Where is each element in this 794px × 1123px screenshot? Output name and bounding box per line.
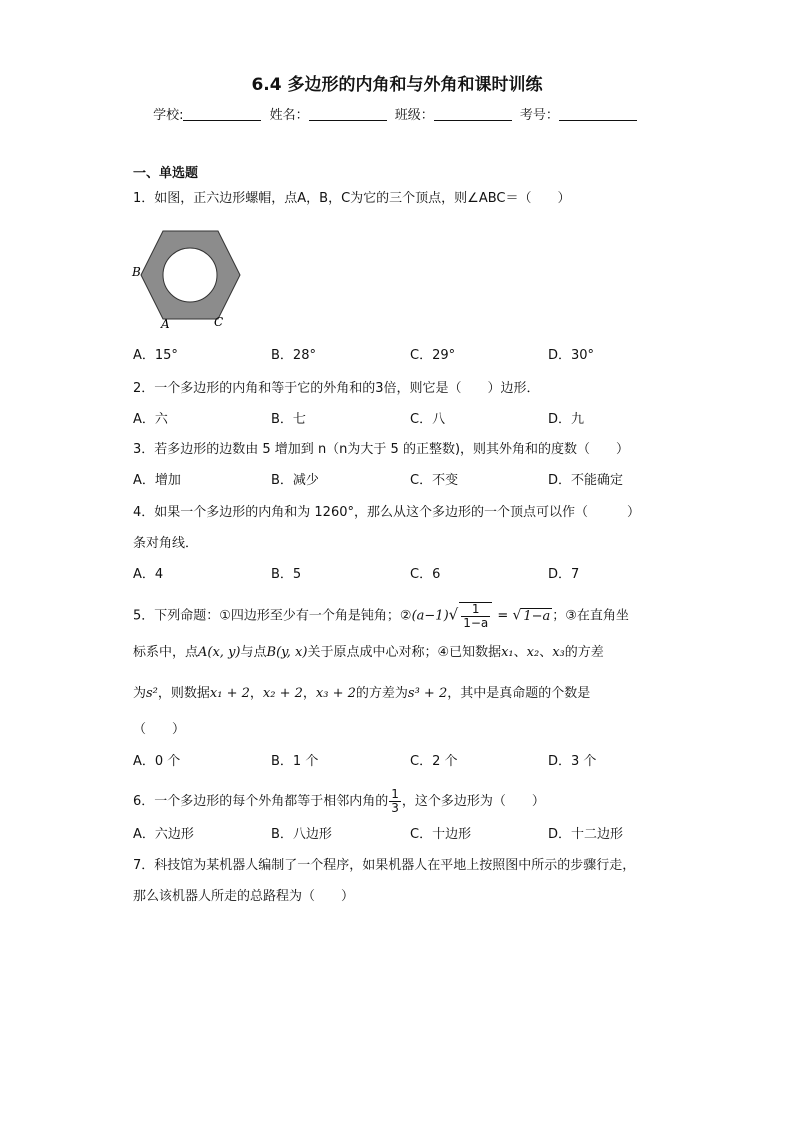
class-blank[interactable] <box>434 106 512 121</box>
question-6-options <box>133 825 673 845</box>
separator: 、 <box>539 645 553 660</box>
option-c[interactable]: C．2 个 <box>410 754 458 769</box>
data-x1-plus-2: x₁ + 2 <box>209 686 250 701</box>
question-2-text: 2．一个多边形的内角和等于它的外角和的3倍，则它是（ ）边形． <box>133 381 540 396</box>
q5-fraction-denominator: 1−a <box>463 616 489 630</box>
question-1-text: 1．如图，正六边形螺帽，点A，B，C为它的三个顶点，则∠ABC＝（ ） <box>133 191 571 206</box>
class-label: 班级： <box>394 108 434 123</box>
data-x3-plus-2: x₃ + 2 <box>315 686 356 701</box>
option-a[interactable]: A．15° <box>133 348 178 363</box>
question-5-line-1 <box>133 602 629 630</box>
option-d[interactable]: D．十二边形 <box>548 827 624 842</box>
option-c[interactable]: C．29° <box>410 348 456 363</box>
vertex-label-a: A <box>161 317 170 331</box>
option-d[interactable]: D．7 <box>548 567 580 582</box>
q5-text-part: 的方差 <box>564 645 604 660</box>
question-4-options <box>133 565 673 585</box>
q6-fraction-denominator: 3 <box>391 801 399 815</box>
separator: ， <box>249 686 263 701</box>
option-b[interactable]: B．八边形 <box>271 827 332 842</box>
q5-text-part: 5．下列命题：①四边形至少有一个角是钝角；② <box>133 608 412 624</box>
page-title: 6.4 多边形的内角和与外角和课时训练 <box>251 75 543 95</box>
point-a: A(x, y) <box>198 645 241 660</box>
option-b[interactable]: B．七 <box>271 412 306 427</box>
radical-sign-icon: √ <box>448 605 459 624</box>
data-x2: x₂ <box>526 645 540 660</box>
question-3-text: 3．若多边形的边数由 5 增加到 n（n为大于 5 的正整数)，则其外角和的度数（ ） <box>133 442 630 457</box>
option-d[interactable]: D．九 <box>548 412 585 427</box>
question-1-options <box>133 346 673 366</box>
option-a[interactable]: A．六 <box>133 412 168 427</box>
q5-text-part: ，其中是真命题的个数是 <box>447 686 591 701</box>
separator: 、 <box>513 645 527 660</box>
variance-s3-plus-2: s³ + 2 <box>407 686 448 701</box>
exam-number-label: 考号： <box>519 108 559 123</box>
q5-equals: = <box>493 608 513 624</box>
option-a[interactable]: A．增加 <box>133 473 181 488</box>
q5-text-part: 的方差为 <box>355 686 408 701</box>
hexagon-nut-figure <box>130 228 250 338</box>
name-label: 姓名： <box>269 108 309 123</box>
q5-text-part: ，则数据 <box>157 686 210 701</box>
q5-formula-left: (a−1) <box>411 608 449 624</box>
q6-fraction <box>389 788 401 815</box>
question-2-options <box>133 410 673 430</box>
q5-fraction <box>459 602 492 630</box>
data-x3: x₃ <box>552 645 565 660</box>
question-4-text-line-1: 4．如果一个多边形的内角和为 1260°，那么从这个多边形的一个顶点可以作（ ） <box>133 505 640 520</box>
data-x2-plus-2: x₂ + 2 <box>262 686 303 701</box>
question-3-options <box>133 471 673 491</box>
question-5-line-2 <box>133 643 604 663</box>
school-blank[interactable] <box>183 106 261 121</box>
variance-s2: s² <box>146 686 158 701</box>
q5-text-part: 关于原点成中心对称；④已知数据 <box>307 645 502 660</box>
option-b[interactable]: B．减少 <box>271 473 319 488</box>
data-x1: x₁ <box>501 645 514 660</box>
exam-number-blank[interactable] <box>559 106 637 121</box>
question-6-text <box>133 788 545 815</box>
option-a[interactable]: A．六边形 <box>133 827 194 842</box>
point-b: B(y, x) <box>266 645 308 660</box>
option-b[interactable]: B．1 个 <box>271 754 319 769</box>
q5-text-part: 与点 <box>240 645 267 660</box>
q5-text-part: ；③在直角坐 <box>552 608 629 624</box>
question-4-text-line-2: 条对角线． <box>133 536 199 551</box>
question-7-line-2: 那么该机器人所走的总路程为（ ） <box>133 889 355 904</box>
option-d[interactable]: D．不能确定 <box>548 473 624 488</box>
vertex-label-b: B <box>132 265 141 279</box>
q6-text-part: 6．一个多边形的每个外角都等于相邻内角的 <box>133 794 389 809</box>
q5-formula-right: 1−a <box>523 608 551 624</box>
nut-hole <box>163 248 217 302</box>
option-c[interactable]: C．不变 <box>410 473 459 488</box>
student-info-row <box>0 104 794 123</box>
section-heading: 一、单选题 <box>133 166 199 181</box>
q5-text-part: 为 <box>133 686 147 701</box>
option-c[interactable]: C．十边形 <box>410 827 472 842</box>
q5-text-part: 标系中，点 <box>133 645 199 660</box>
separator: ， <box>302 686 316 701</box>
question-5-line-4: （ ） <box>133 722 186 737</box>
q6-fraction-numerator: 1 <box>391 787 399 801</box>
name-blank[interactable] <box>309 106 387 121</box>
question-7-line-1: 7．科技馆为某机器人编制了一个程序，如果机器人在平地上按照图中所示的步骤行走， <box>133 858 636 873</box>
option-c[interactable]: C．6 <box>410 567 441 582</box>
q6-text-part: ，这个多边形为（ ） <box>401 794 545 809</box>
option-b[interactable]: B．5 <box>271 567 302 582</box>
option-a[interactable]: A．4 <box>133 567 164 582</box>
question-5-line-3 <box>133 684 590 704</box>
school-label: 学校: <box>153 108 184 123</box>
question-5-options <box>133 752 673 772</box>
radical-sign-icon: √ <box>512 607 522 624</box>
q5-fraction-numerator: 1 <box>461 603 490 617</box>
option-c[interactable]: C．八 <box>410 412 446 427</box>
option-d[interactable]: D．30° <box>548 348 595 363</box>
option-a[interactable]: A．0 个 <box>133 754 181 769</box>
option-b[interactable]: B．28° <box>271 348 316 363</box>
vertex-label-c: C <box>214 315 224 329</box>
option-d[interactable]: D．3 个 <box>548 754 597 769</box>
